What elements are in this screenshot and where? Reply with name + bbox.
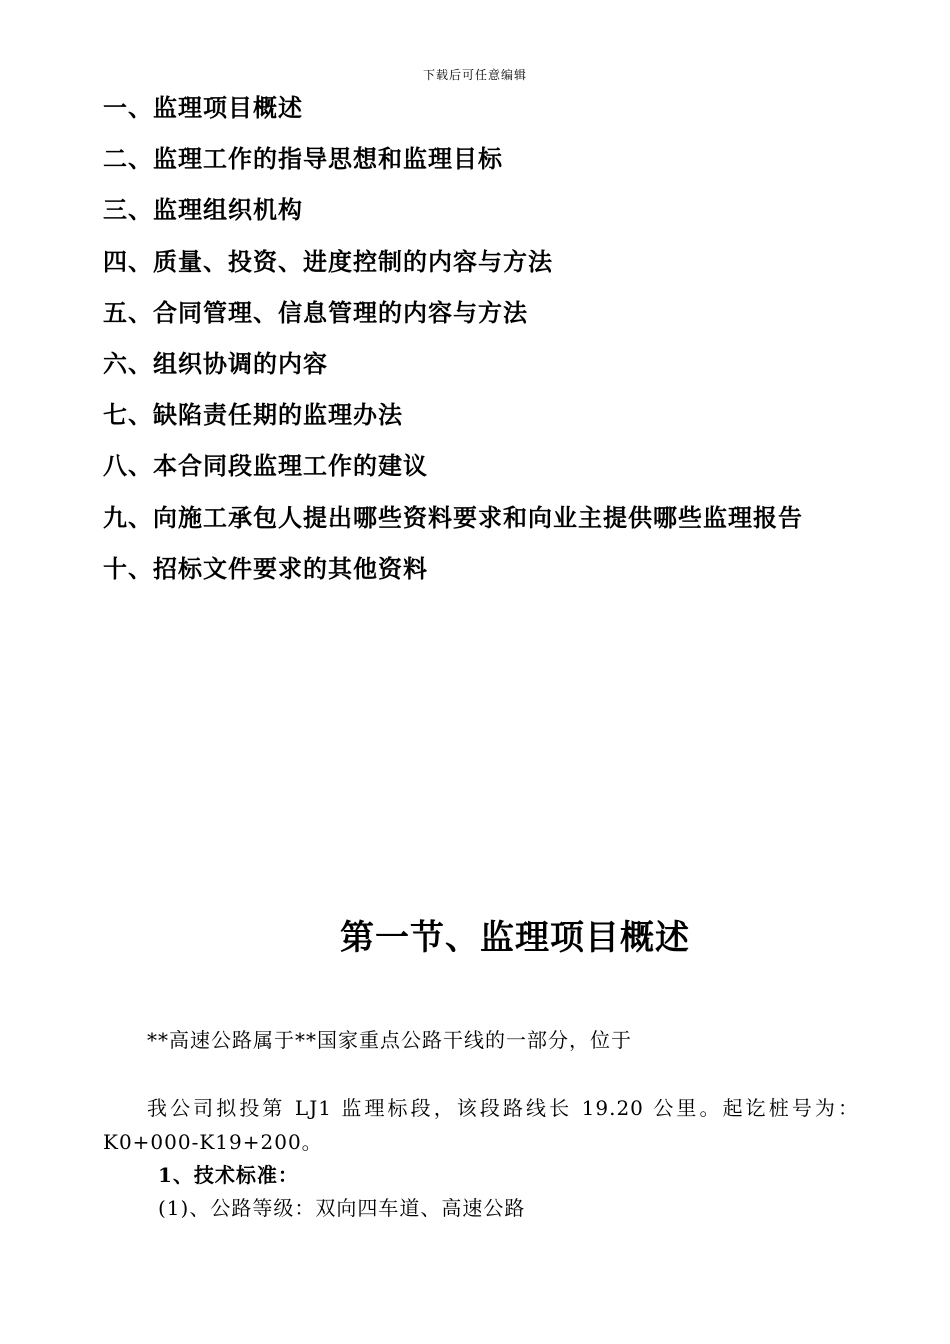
toc-item-6: 六、组织协调的内容 [103, 348, 328, 378]
table-of-contents [103, 90, 803, 602]
toc-item-1: 一、监理项目概述 [103, 93, 303, 122]
page-header-note: 下载后可任意编辑 [422, 68, 527, 82]
bid-section-paragraph-line2: K0+000-K19+200。 [103, 1130, 323, 1154]
bid-section-paragraph-line1: 我公司拟投第 LJ1 监理标段，该段路线长 19.20 公里。起讫桩号为： [147, 1096, 859, 1120]
toc-item-7: 七、缺陷责任期的监理办法 [103, 400, 403, 430]
toc-item-9: 九、向施工承包人提出哪些资料要求和向业主提供哪些监理报告 [103, 502, 803, 532]
tech-standard-heading: 1、技术标准： [158, 1163, 299, 1187]
toc-item-3: 三、监理组织机构 [103, 195, 303, 225]
toc-item-8: 八、本合同段监理工作的建议 [103, 451, 428, 481]
toc-item-10: 十、招标文件要求的其他资料 [103, 553, 428, 583]
tech-standard-item-1: (1)、公路等级：双向四车道、高速公路 [158, 1196, 526, 1220]
toc-item-2: 二、监理工作的指导思想和监理目标 [103, 144, 503, 174]
project-intro-paragraph: **高速公路属于**国家重点公路干线的一部分，位于 [147, 1028, 632, 1052]
toc-item-4: 四、质量、投资、进度控制的内容与方法 [103, 246, 553, 276]
section-title: 第一节、监理项目概述 [340, 918, 690, 958]
toc-item-5: 五、合同管理、信息管理的内容与方法 [103, 297, 528, 327]
